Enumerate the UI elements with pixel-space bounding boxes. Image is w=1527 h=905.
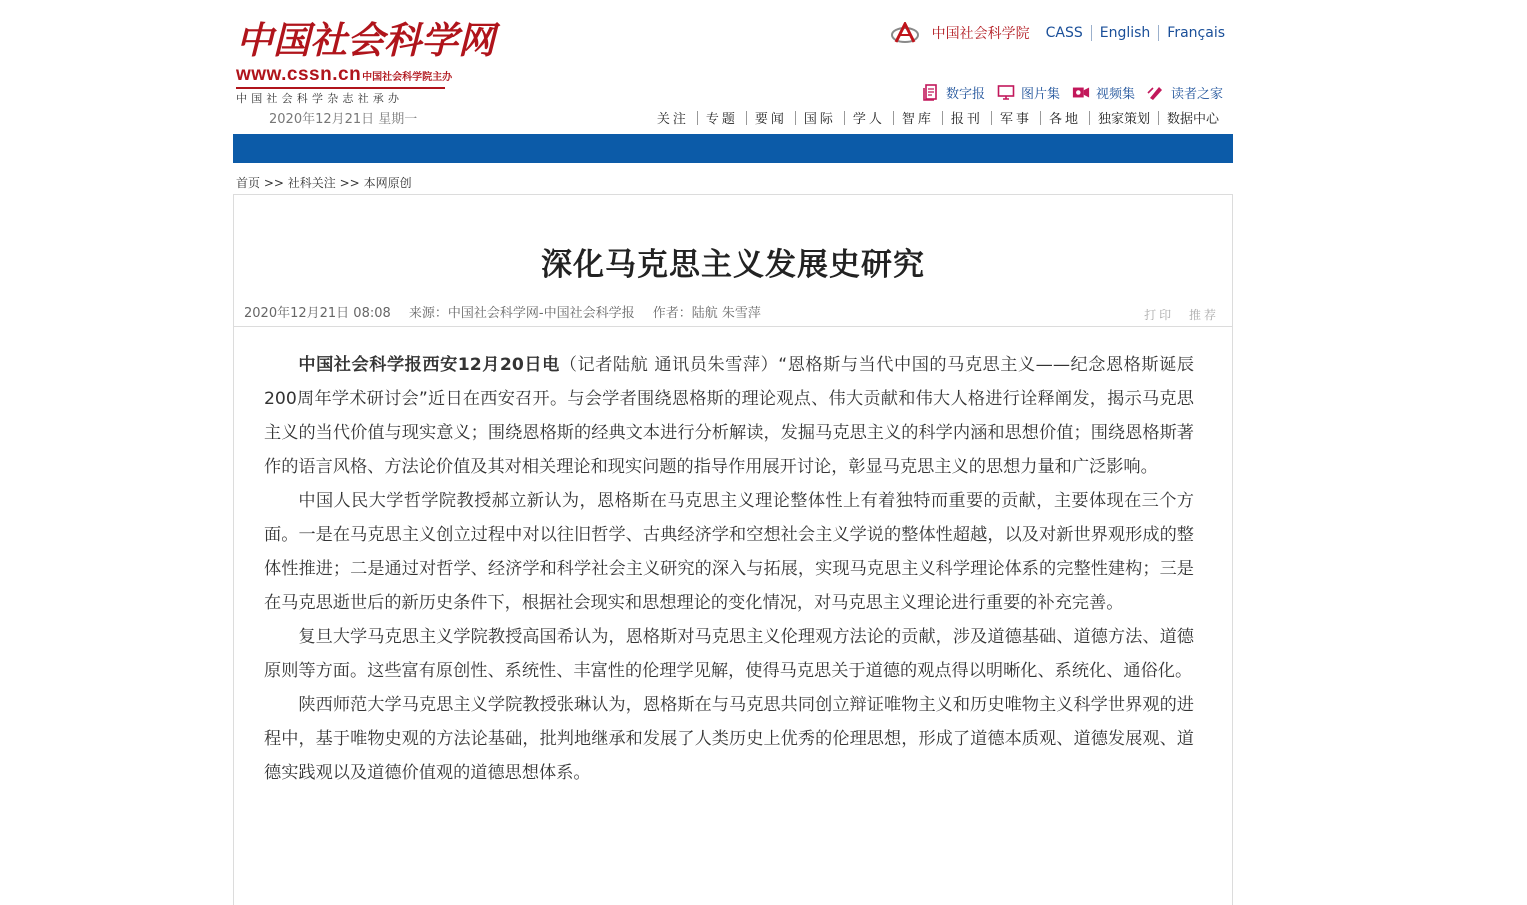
cass-cn-link[interactable]: 中国社会科学院 xyxy=(931,26,1030,42)
logo-sponsor: 中国社会科学院主办 xyxy=(362,72,453,83)
readers-home-label: 读者之家 xyxy=(1170,87,1223,102)
photo-gallery-label: 图片集 xyxy=(1020,87,1060,102)
recommend-button[interactable]: 推荐 xyxy=(1188,308,1219,322)
main-nav xyxy=(649,108,1227,127)
divider xyxy=(1158,25,1159,41)
logo-publisher: 中国社会科学杂志社承办 xyxy=(236,92,404,105)
top-links xyxy=(890,22,1225,44)
nav-item[interactable]: 数据中心 xyxy=(1166,112,1219,127)
video-icon xyxy=(1072,84,1090,101)
breadcrumb-home[interactable]: 首页 xyxy=(236,176,261,190)
article-tools xyxy=(1136,306,1219,323)
article-paragraph: 中国人民大学哲学院教授郝立新认为，恩格斯在马克思主义理论整体性上有着独特而重要的贡献，主要体现在三个方面。一是在马克思主义创立过程中对以往旧哲学、古典经济学和空想社会主义学说的整体性超越，以及对新世界观形成的整体性推进；二是通过对哲学、经济学和科学社会主义研究的深入与拓展，实现马克思主义科学理论体系的完整性建构；三是在马克思逝世后的新历史条件下，根据社会现实和思想理论的变化情况，对马克思主义理论进行重要的补充完善。 xyxy=(264,491,1194,613)
article-meta xyxy=(244,302,775,321)
meta-divider xyxy=(234,326,1232,327)
logo-url-row xyxy=(236,64,451,86)
nav-item[interactable]: 报刊 xyxy=(950,112,983,127)
breadcrumb-level2[interactable]: 本网原创 xyxy=(363,176,412,190)
nav-item[interactable]: 军事 xyxy=(999,112,1032,127)
breadcrumb-separator: >> xyxy=(339,176,360,190)
article-lead-text: （记者陆航 通讯员朱雪萍）“恩格斯与当代中国的马克思主义——纪念恩格斯诞辰200周年学术研讨会”近日在西安召开。与会学者围绕恩格斯的理论观点、伟大贡献和伟大人格进行诠释阐发，揭示马克思主义的当代价值与现实意义；围绕恩格斯的经典文本进行分析解读，发掘马克思主义的科学内涵和思想价值；围绕恩格斯著作的语言风格、方法论价值及其对相关理论和现实问题的指导作用展开讨论，彰显马克思主义的思想力量和广泛影响。 xyxy=(264,355,1195,477)
article-title: 深化马克思主义发展史研究 xyxy=(541,247,925,283)
article-datetime: 2020年12月21日 08:08 xyxy=(244,306,391,321)
site-logo[interactable] xyxy=(236,18,495,106)
nav-item[interactable]: 智库 xyxy=(901,112,934,127)
article-paragraph: 复旦大学马克思主义学院教授高国希认为，恩格斯对马克思主义伦理观方法论的贡献，涉及道德基础、道德方法、道德原则等方面。这些富有原创性、系统性、丰富性的伦理学见解，使得马克思关于道德的观点得以明晰化、系统化、通俗化。 xyxy=(264,627,1194,681)
newspaper-icon xyxy=(922,84,940,101)
print-button[interactable]: 打印 xyxy=(1144,308,1175,322)
nav-item[interactable]: 独家策划 xyxy=(1097,112,1150,127)
divider xyxy=(1091,25,1092,41)
nav-item[interactable]: 国际 xyxy=(803,112,836,127)
breadcrumb xyxy=(236,174,412,191)
monitor-icon xyxy=(997,84,1015,101)
nav-blue-bar xyxy=(233,134,1233,163)
logo-title: 中国社会科学网 xyxy=(236,18,495,62)
article-paragraph xyxy=(264,348,1194,484)
nav-item[interactable]: 要闻 xyxy=(754,112,787,127)
readers-home-link[interactable] xyxy=(1147,83,1223,102)
video-gallery-link[interactable] xyxy=(1072,83,1135,102)
article-lead-bold: 中国社会科学报西安12月20日电 xyxy=(298,355,560,375)
article-body xyxy=(264,348,1194,790)
article-paragraph: 陕西师范大学马克思主义学院教授张琳认为，恩格斯在与马克思共同创立辩证唯物主义和历史唯物主义科学世界观的进程中，基于唯物史观的方法论基础，批判地继承和发展了人类历史上优秀的伦理思想，形成了道德本质观、道德发展观、道德实践观以及道德价值观的道德思想体系。 xyxy=(264,695,1194,783)
video-gallery-label: 视频集 xyxy=(1095,87,1135,102)
logo-divider xyxy=(236,87,445,89)
current-date: 2020年12月21日 星期一 xyxy=(269,112,418,127)
article-source: 来源：中国社会科学网-中国社会科学报 xyxy=(408,306,635,321)
article-container xyxy=(233,194,1233,905)
pen-icon xyxy=(1147,84,1165,101)
nav-item[interactable]: 关注 xyxy=(656,112,689,127)
cass-link[interactable]: CASS xyxy=(1045,25,1083,41)
logo-url: www.cssn.cn xyxy=(236,64,362,85)
cass-logo-icon xyxy=(890,22,920,44)
article-author: 作者：陆航 朱雪萍 xyxy=(652,306,761,321)
nav-item[interactable]: 学人 xyxy=(852,112,885,127)
digital-newspaper-link[interactable] xyxy=(922,83,985,102)
photo-gallery-link[interactable] xyxy=(997,83,1060,102)
nav-item[interactable]: 各地 xyxy=(1048,112,1081,127)
media-links xyxy=(910,83,1223,102)
english-link[interactable]: English xyxy=(1099,25,1151,41)
breadcrumb-separator: >> xyxy=(263,176,284,190)
breadcrumb-level1[interactable]: 社科关注 xyxy=(287,176,336,190)
digital-newspaper-label: 数字报 xyxy=(945,87,985,102)
french-link[interactable]: Français xyxy=(1167,25,1225,41)
nav-item[interactable]: 专题 xyxy=(705,112,738,127)
